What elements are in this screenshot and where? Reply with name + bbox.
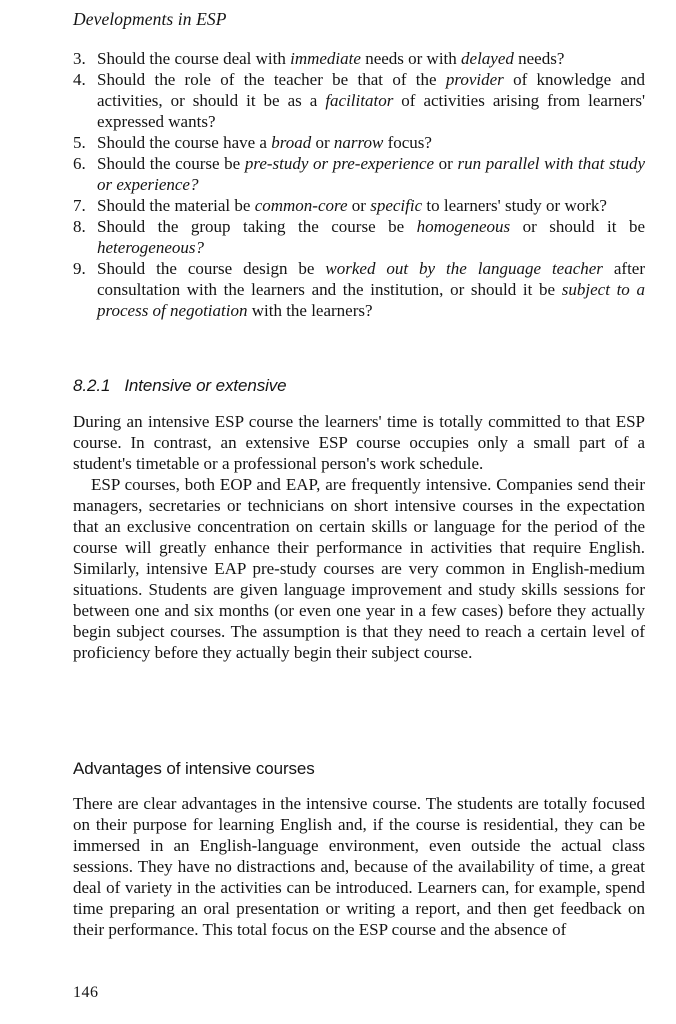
paragraph: There are clear advantages in the intensive course. The students are totally focused on their purpose for learning English and, if the course is residential, they can be immersed in an English-language environment, even outside the actual class sessions. They have no distractions and, because of the availability of time, a great deal of variety in the activities can be introduced. Learners can, for example, spend time preparing an oral presentation or writing a report, and then get feedback on their performance. This total focus on the ESP course and the absence of (73, 794, 645, 939)
emphasis: subject to a process of negotiation (97, 280, 645, 320)
subsection-body (73, 793, 645, 940)
emphasis: common-core (254, 196, 348, 215)
section-title: Intensive or extensive (124, 376, 287, 395)
question-item: 3. Should the course deal with immediate needs or with delayed needs? (73, 49, 565, 68)
question-item: 4. Should the role of the teacher be that of the provider of knowledge and activities, or should it be as a facilitator of activities arising from learners' expressed wants? (73, 70, 646, 131)
emphasis: run parallel with that study or experience? (97, 154, 645, 194)
question-item: 5. Should the course have a broad or narrow focus? (73, 133, 432, 152)
question-item: 8. Should the group taking the course be homogeneous or should it be heterogeneous? (73, 217, 646, 257)
emphasis: facilitator (325, 91, 394, 110)
question-number: 8. (73, 217, 86, 236)
question-number: 7. (73, 196, 86, 215)
emphasis: broad (271, 133, 312, 152)
paragraph: During an intensive ESP course the learners' time is totally committed to that ESP course. In contrast, an extensive ESP course occupies only a small part of a student's timetable or a professional person's work schedule. (73, 412, 645, 473)
subsection-heading: Advantages of intensive courses (73, 759, 315, 778)
emphasis: immediate (290, 49, 361, 68)
emphasis: provider (445, 70, 504, 89)
question-item: 9. Should the course design be worked out by the language teacher after consultation with the learners and the institution, or should it be subject to a process of negotiation with the learners? (73, 259, 645, 320)
question-number: 4. (73, 70, 86, 89)
question-number: 6. (73, 154, 86, 173)
section-heading (73, 376, 287, 396)
emphasis: narrow (333, 133, 384, 152)
question-number: 5. (73, 133, 86, 152)
emphasis: pre-study or pre-experience (244, 154, 435, 173)
page-number: 146 (73, 984, 99, 1001)
question-list (73, 48, 645, 321)
question-number: 9. (73, 259, 86, 278)
question-number: 3. (73, 49, 86, 68)
question-item: 6. Should the course be pre-study or pre-experience or run parallel with that study or experience? (73, 154, 645, 194)
running-head: Developments in ESP (73, 9, 227, 29)
emphasis: specific (370, 196, 423, 215)
section-body (73, 411, 645, 663)
question-item: 7. Should the material be common-core or specific to learners' study or work? (73, 196, 607, 215)
emphasis: homogeneous (416, 217, 511, 236)
emphasis: worked out by the language teacher (325, 259, 603, 278)
emphasis: delayed (461, 49, 514, 68)
section-number: 8.2.1 (73, 376, 111, 395)
paragraph: ESP courses, both EOP and EAP, are frequently intensive. Companies send their managers, secretaries or technicians on short intensive courses in the expectation that an exclusive concentration on certain skills or language for the period of the course will greatly enhance their performance in activities that require English. Similarly, intensive EAP pre-study courses are very common in English-medium situations. Students are given language improvement and study skills sessions for between one and six months (or even one year in a few cases) before they actually begin subject courses. The assumption is that they need to reach a certain level of proficiency before they actually begin their subject course. (73, 475, 645, 662)
emphasis: heterogeneous? (97, 238, 205, 257)
